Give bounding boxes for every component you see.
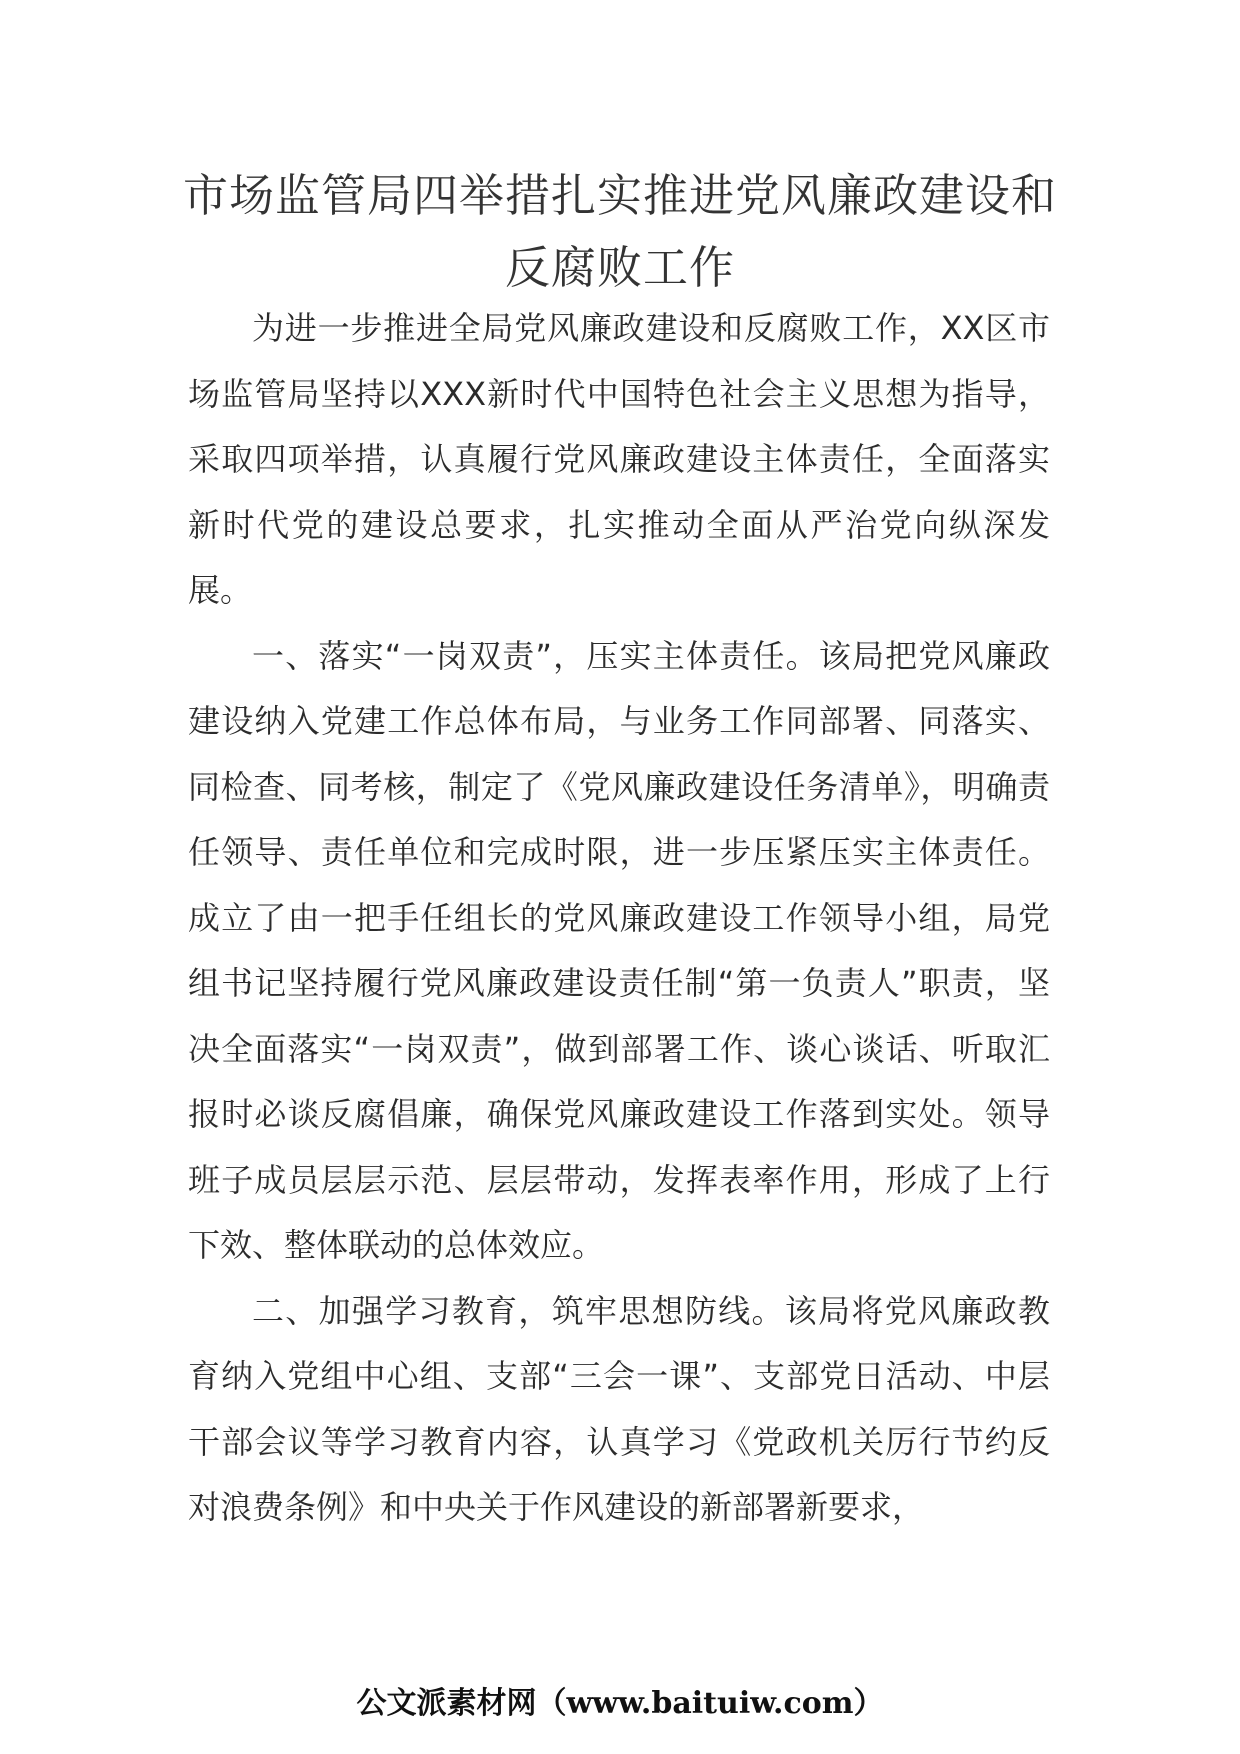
intro-paragraph: 为进一步推进全局党风廉政建设和反腐败工作，XX区市场监管局坚持以XXX新时代中国特色社会主义思想为指导，采取四项举措，认真履行党风廉政建设主体责任，全面落实新时代党的建设总要求，扎实推动全面从严治党向纵深发展。: [188, 309, 1050, 609]
document-title: 市场监管局四举措扎实推进党风廉政建设和反腐败工作: [182, 169, 1057, 294]
footer-watermark: 公文派素材网（www.baituiw.com）: [356, 1686, 884, 1721]
section-one-paragraph: 一、落实“一岗双责”，压实主体责任。该局把党风廉政建设纳入党建工作总体布局，与业务工作同部署、同落实、同检查、同考核，制定了《党风廉政建设任务清单》，明确责任领导、责任单位和完成时限，进一步压紧压实主体责任。成立了由一把手任组长的党风廉政建设工作领导小组，局党组书记坚持履行党风廉政建设责任制“第一负责人”职责，坚决全面落实“一岗双责”，做到部署工作、谈心谈话、听取汇报时必谈反腐倡廉，确保党风廉政建设工作落到实处。领导班子成员层层示范、层层带动，发挥表率作用，形成了上行下效、整体联动的总体效应。: [188, 636, 1050, 1264]
document-body: [188, 296, 1050, 1541]
section-two-paragraph: 二、加强学习教育，筑牢思想防线。该局将党风廉政教育纳入党组中心组、支部“三会一课”、支部党日活动、中层干部会议等学习教育内容，认真学习《党政机关厉行节约反对浪费条例》和中央关于作风建设的新部署新要求，: [188, 1291, 1050, 1526]
